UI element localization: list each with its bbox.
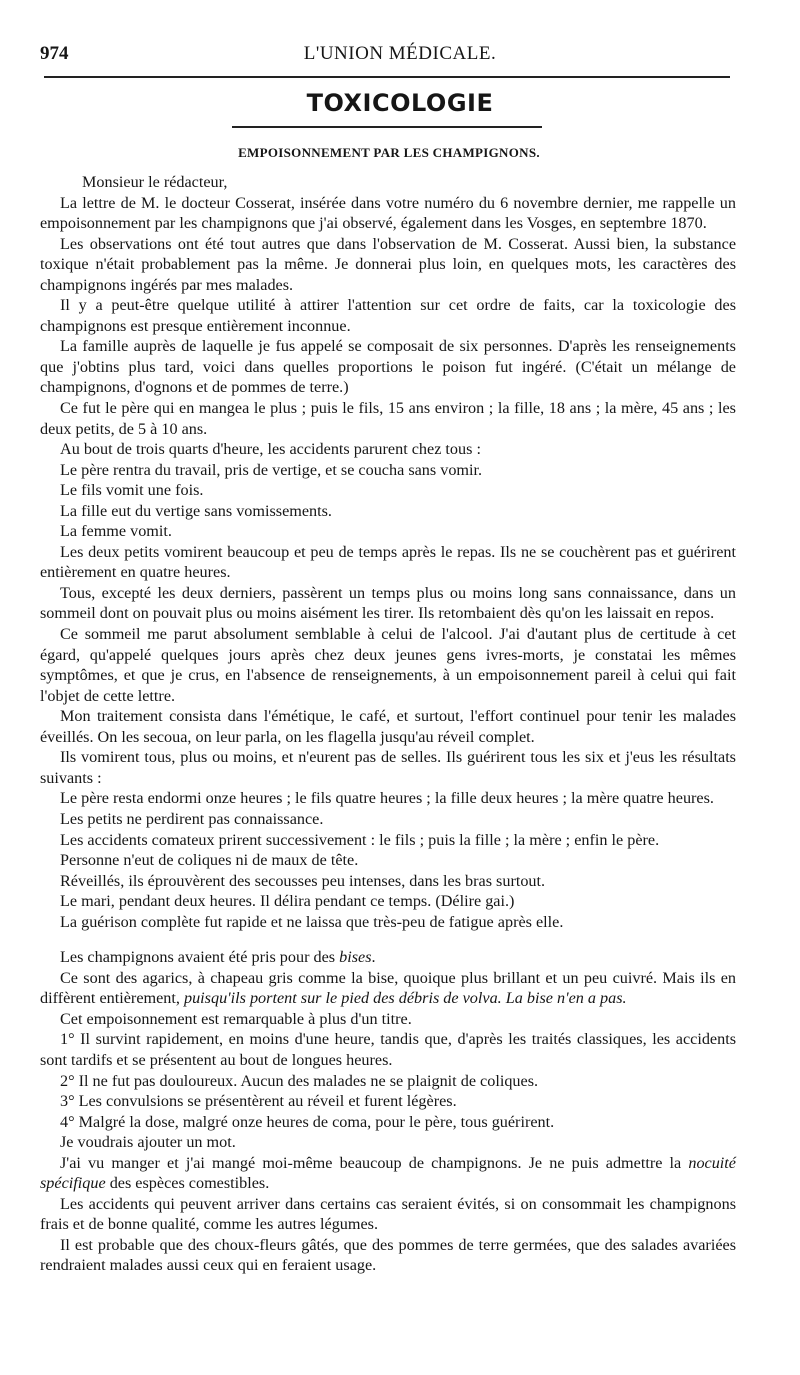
paragraph: Le mari, pendant deux heures. Il délira pendant ce temps. (Délire gai.) <box>60 892 515 911</box>
text-run: Les champignons avaient été pris pour des <box>60 948 340 967</box>
paragraph: Je voudrais ajouter un mot. <box>60 1133 236 1152</box>
section-title: TOXICOLOGIE <box>306 89 494 117</box>
running-head <box>40 43 760 71</box>
paragraph: La guérison complète fut rapide et ne laissa que très-peu de fatigue après elle. <box>60 912 564 931</box>
paragraph: 1° Il survint rapidement, en moins d'une heure, tandis que, d'après les traités classiques, les accidents sont tardifs et se présentent au bout de longues heures. <box>40 1030 736 1069</box>
paragraph: Le père rentra du travail, pris de vertige, et se coucha sans vomir. <box>60 460 483 479</box>
paragraph: Ils vomirent tous, plus ou moins, et n'eurent pas de selles. Ils guérirent tous les six et j'eus les résultats suivants : <box>40 748 736 787</box>
paragraph: Il y a peut-être quelque utilité à attirer l'attention sur cet ordre de faits, car la toxicologie des champignons est presque entièrement inconnue. <box>40 296 736 335</box>
paragraph-specifique <box>40 1153 736 1194</box>
paragraph: Les accidents qui peuvent arriver dans certains cas seraient évités, si on consommait les champignons frais et de bonne qualité, comme les autres légumes. <box>40 1194 736 1234</box>
paragraph: Réveillés, ils éprouvèrent des secousses peu intenses, dans les bras surtout. <box>60 871 546 890</box>
paragraph: Les petits ne perdirent pas connaissance. <box>60 809 324 828</box>
paragraph: Mon traitement consista dans l'émétique, le café, et surtout, l'effort continuel pour tenir les malades éveillés. On les secoua, on leur parla, on les flagella jusqu'au réveil complet. <box>40 707 736 746</box>
text-run: . <box>371 948 376 967</box>
header-rule <box>44 76 730 78</box>
title-rule <box>232 126 542 128</box>
paragraph: 3° Les convulsions se présentèrent au réveil et furent légères. <box>60 1092 457 1111</box>
salutation: Monsieur le rédacteur, <box>82 173 228 191</box>
paragraph: Il est probable que des choux-fleurs gâtés, que des pommes de terre germées, que des salades avariées rendraient malades aussi ceux qui en feraient usage. <box>40 1235 736 1275</box>
paragraph: Tous, excepté les deux derniers, passèrent un temps plus ou moins long sans connaissance, dans un sommeil dont on pouvait plus ou moins aisément les tirer. Ils retombaient dès qu'on les laissait en repos. <box>40 583 736 623</box>
italic-run: bises <box>339 948 372 967</box>
paragraph: Ce fut le père qui en mangea le plus ; puis le fils, 15 ans environ ; la fille, 18 ans ; la mère, 45 ans ; les deux petits, de 5 à 10 ans. <box>40 399 736 438</box>
page-number: 974 <box>40 43 69 64</box>
paragraph: Personne n'eut de coliques ni de maux de tête. <box>60 851 359 870</box>
paragraph: La lettre de M. le docteur Cosserat, insérée dans votre numéro du 6 novembre dernier, me rappelle un empoisonnement par les champignons que j'ai observé, également dans les Vosges, en septembre 1870. <box>40 193 736 233</box>
paragraph: Les accidents comateux prirent successivement : le fils ; puis la fille ; la mère ; enfin le père. <box>60 830 660 849</box>
paragraph: Cet empoisonnement est remarquable à plus d'un titre. <box>60 1009 412 1028</box>
text-run: des espèces comestibles. <box>105 1174 270 1193</box>
paragraph: Le père resta endormi onze heures ; le fils quatre heures ; la fille deux heures ; la mère quatre heures. <box>60 789 714 808</box>
paragraph: Les deux petits vomirent beaucoup et peu de temps après le repas. Ils ne se couchèrent pas et guérirent entièrement en quatre heures. <box>40 542 736 582</box>
text-run: Ce sont des agarics, à chapeau gris comme la bise, quoique plus brillant et un peu cuivré. Mais ils en diffèrent entièrement, <box>40 968 736 1008</box>
article-body <box>40 172 736 1276</box>
paragraph: La fille eut du vertige sans vomissements. <box>60 501 332 520</box>
paragraph: Les observations ont été tout autres que dans l'observation de M. Cosserat. Aussi bien, la substance toxique n'était probablement pas la même. Je donnerai plus loin, en quelques mots, les caractères des champignons ingérés par mes malades. <box>40 234 736 294</box>
paragraph: Au bout de trois quarts d'heure, les accidents parurent chez tous : <box>60 440 481 459</box>
paragraph: La famille auprès de laquelle je fus appelé se composait de six personnes. D'après les renseignements que j'obtins plus tard, voici dans quelles proportions le poison fut ingéré. (C'était un mélange de champignons, d'ognons et de pommes de terre.) <box>40 337 736 397</box>
journal-title: L'UNION MÉDICALE. <box>303 43 497 64</box>
text-run: J'ai vu manger et j'ai mangé moi-même beaucoup de champignons. Je ne puis admettre la <box>60 1153 689 1172</box>
paragraph: Ce sommeil me parut absolument semblable à celui de l'alcool. J'ai d'autant plus de certitude à cet égard, qu'appelé quelques jours après chez deux jeunes gens ivres-morts, je constatai les mêmes symptômes, et que je crus, en l'absence de renseignements, à un empoisonnement pareil à celui qui fait l'objet de cette lettre. <box>40 625 736 705</box>
paragraph: La femme vomit. <box>60 522 172 541</box>
paragraph: 4° Malgré la dose, malgré onze heures de coma, pour le père, tous guérirent. <box>60 1112 555 1131</box>
paragraph: 2° Il ne fut pas douloureux. Aucun des malades ne se plaignit de coliques. <box>60 1071 539 1090</box>
article-title: EMPOISONNEMENT PAR LES CHAMPIGNONS. <box>238 145 540 160</box>
italic-run: nocuité spécifique <box>40 1153 736 1193</box>
paragraph: Le fils vomit une fois. <box>60 481 204 500</box>
paragraph-agarics <box>40 968 736 1009</box>
italic-run: puisqu'ils portent sur le pied des débris de volva. La bise n'en a pas. <box>183 989 627 1008</box>
paragraph-bises <box>40 947 736 968</box>
